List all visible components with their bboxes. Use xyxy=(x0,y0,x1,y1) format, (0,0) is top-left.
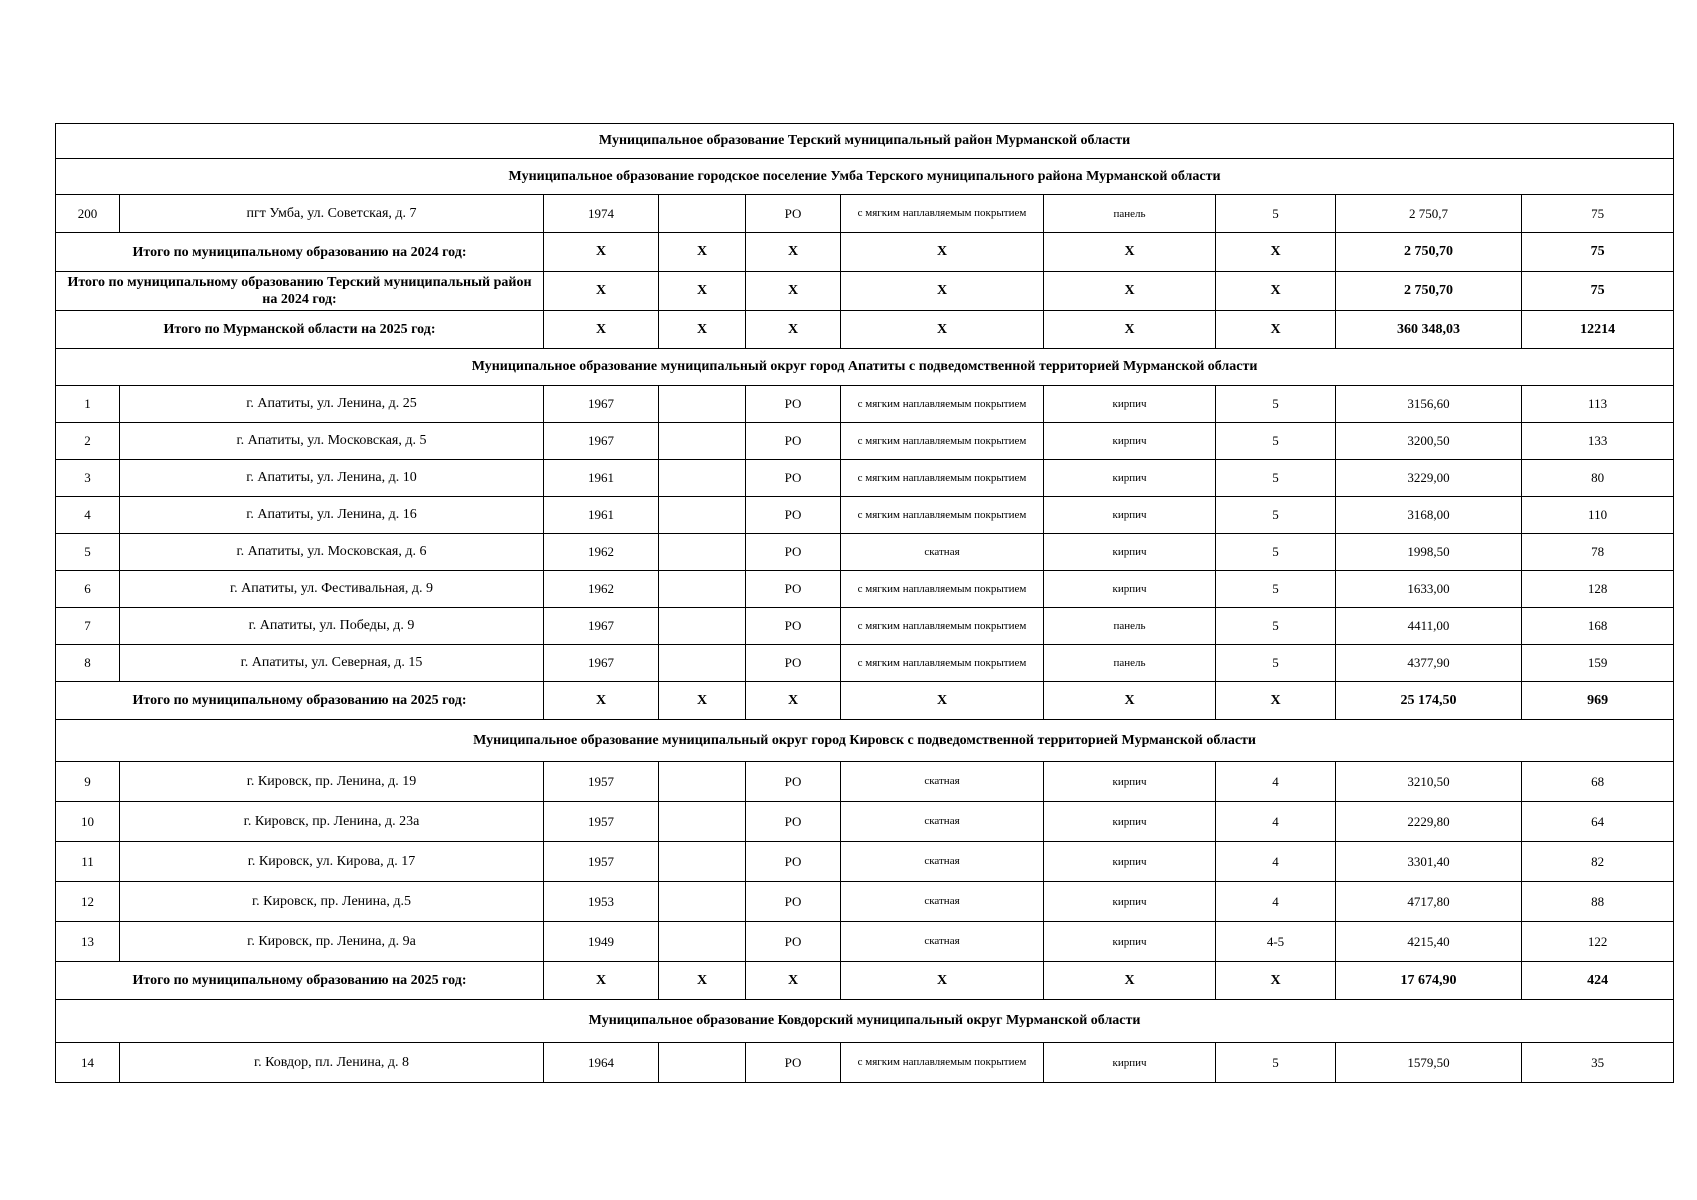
count-cell: 110 xyxy=(1522,497,1674,534)
x-mark: X xyxy=(544,682,659,720)
x-mark: X xyxy=(659,682,746,720)
year-cell: 1961 xyxy=(544,460,659,497)
roof-type-cell: скатная xyxy=(841,922,1044,962)
wall-material-cell: панель xyxy=(1044,195,1216,233)
x-mark: X xyxy=(659,233,746,272)
total-area: 360 348,03 xyxy=(1336,311,1522,349)
area-cell: 2229,80 xyxy=(1336,802,1522,842)
section-header-row xyxy=(56,159,1674,195)
count-cell: 64 xyxy=(1522,802,1674,842)
address-cell: г. Кировск, пр. Ленина, д. 9а xyxy=(120,922,544,962)
table-row xyxy=(56,386,1674,423)
x-mark: X xyxy=(1044,272,1216,311)
x-mark: X xyxy=(544,272,659,311)
roof-type-cell: скатная xyxy=(841,842,1044,882)
row-number: 13 xyxy=(56,922,120,962)
total-count: 75 xyxy=(1522,233,1674,272)
floors-cell: 4 xyxy=(1216,842,1336,882)
total-label: Итого по муниципальному образованию на 2025 год: xyxy=(56,682,544,720)
year-cell: 1967 xyxy=(544,645,659,682)
ro-cell: РО xyxy=(746,842,841,882)
ro-cell: РО xyxy=(746,423,841,460)
row-number: 14 xyxy=(56,1043,120,1083)
count-cell: 133 xyxy=(1522,423,1674,460)
area-cell: 4377,90 xyxy=(1336,645,1522,682)
floors-cell: 5 xyxy=(1216,571,1336,608)
roof-type-cell: с мягким наплавляемым покрытием xyxy=(841,460,1044,497)
x-mark: X xyxy=(746,272,841,311)
ro-cell: РО xyxy=(746,460,841,497)
table-row xyxy=(56,423,1674,460)
x-mark: X xyxy=(1044,682,1216,720)
row-number: 200 xyxy=(56,195,120,233)
roof-type-cell: с мягким наплавляемым покрытием xyxy=(841,1043,1044,1083)
table-row xyxy=(56,762,1674,802)
total-row xyxy=(56,682,1674,720)
wall-material-cell: кирпич xyxy=(1044,534,1216,571)
table-row xyxy=(56,195,1674,233)
year-cell: 1964 xyxy=(544,1043,659,1083)
wall-material-cell: панель xyxy=(1044,645,1216,682)
total-count: 75 xyxy=(1522,272,1674,311)
address-cell: г. Кировск, пр. Ленина, д. 19 xyxy=(120,762,544,802)
wall-material-cell: кирпич xyxy=(1044,802,1216,842)
x-mark: X xyxy=(841,311,1044,349)
extra-cell xyxy=(659,842,746,882)
area-cell: 3168,00 xyxy=(1336,497,1522,534)
row-number: 12 xyxy=(56,882,120,922)
x-mark: X xyxy=(1216,233,1336,272)
ro-cell: РО xyxy=(746,1043,841,1083)
floors-cell: 5 xyxy=(1216,534,1336,571)
extra-cell xyxy=(659,762,746,802)
year-cell: 1974 xyxy=(544,195,659,233)
area-cell: 1579,50 xyxy=(1336,1043,1522,1083)
x-mark: X xyxy=(659,962,746,1000)
count-cell: 88 xyxy=(1522,882,1674,922)
x-mark: X xyxy=(1044,311,1216,349)
table-row xyxy=(56,534,1674,571)
total-row xyxy=(56,311,1674,349)
x-mark: X xyxy=(1216,272,1336,311)
row-number: 5 xyxy=(56,534,120,571)
section-title: Муниципальное образование городское поселение Умба Терского муниципального района Мурманской области xyxy=(56,159,1674,195)
section-title: Муниципальное образование муниципальный округ город Кировск с подведомственной территорией Мурманской области xyxy=(56,720,1674,762)
wall-material-cell: кирпич xyxy=(1044,762,1216,802)
area-cell: 3229,00 xyxy=(1336,460,1522,497)
ro-cell: РО xyxy=(746,571,841,608)
floors-cell: 4 xyxy=(1216,802,1336,842)
year-cell: 1967 xyxy=(544,423,659,460)
area-cell: 3210,50 xyxy=(1336,762,1522,802)
x-mark: X xyxy=(1216,962,1336,1000)
area-cell: 2 750,7 xyxy=(1336,195,1522,233)
ro-cell: РО xyxy=(746,608,841,645)
ro-cell: РО xyxy=(746,762,841,802)
total-row xyxy=(56,272,1674,311)
wall-material-cell: кирпич xyxy=(1044,571,1216,608)
area-cell: 3301,40 xyxy=(1336,842,1522,882)
total-row xyxy=(56,962,1674,1000)
row-number: 3 xyxy=(56,460,120,497)
x-mark: X xyxy=(1044,233,1216,272)
ro-cell: РО xyxy=(746,195,841,233)
address-cell: г. Кировск, пр. Ленина, д. 23а xyxy=(120,802,544,842)
table-row xyxy=(56,460,1674,497)
x-mark: X xyxy=(659,272,746,311)
section-title: Муниципальное образование Ковдорский муниципальный округ Мурманской области xyxy=(56,1000,1674,1043)
extra-cell xyxy=(659,386,746,423)
total-label: Итого по муниципальному образованию на 2025 год: xyxy=(56,962,544,1000)
ro-cell: РО xyxy=(746,802,841,842)
section-header-row xyxy=(56,1000,1674,1043)
year-cell: 1967 xyxy=(544,608,659,645)
area-cell: 3200,50 xyxy=(1336,423,1522,460)
extra-cell xyxy=(659,922,746,962)
x-mark: X xyxy=(746,311,841,349)
row-number: 7 xyxy=(56,608,120,645)
floors-cell: 4-5 xyxy=(1216,922,1336,962)
x-mark: X xyxy=(544,962,659,1000)
table-row xyxy=(56,645,1674,682)
x-mark: X xyxy=(841,272,1044,311)
extra-cell xyxy=(659,1043,746,1083)
year-cell: 1961 xyxy=(544,497,659,534)
section-header-row xyxy=(56,349,1674,386)
year-cell: 1949 xyxy=(544,922,659,962)
ro-cell: РО xyxy=(746,386,841,423)
count-cell: 128 xyxy=(1522,571,1674,608)
floors-cell: 5 xyxy=(1216,423,1336,460)
year-cell: 1957 xyxy=(544,762,659,802)
ro-cell: РО xyxy=(746,497,841,534)
roof-type-cell: с мягким наплавляемым покрытием xyxy=(841,608,1044,645)
table-row xyxy=(56,497,1674,534)
x-mark: X xyxy=(841,682,1044,720)
ro-cell: РО xyxy=(746,645,841,682)
count-cell: 168 xyxy=(1522,608,1674,645)
extra-cell xyxy=(659,571,746,608)
address-cell: г. Апатиты, ул. Московская, д. 5 xyxy=(120,423,544,460)
section-header-row xyxy=(56,720,1674,762)
x-mark: X xyxy=(1044,962,1216,1000)
address-cell: г. Кировск, ул. Кирова, д. 17 xyxy=(120,842,544,882)
count-cell: 159 xyxy=(1522,645,1674,682)
extra-cell xyxy=(659,497,746,534)
ro-cell: РО xyxy=(746,882,841,922)
address-cell: г. Апатиты, ул. Московская, д. 6 xyxy=(120,534,544,571)
total-area: 17 674,90 xyxy=(1336,962,1522,1000)
extra-cell xyxy=(659,460,746,497)
roof-type-cell: скатная xyxy=(841,534,1044,571)
area-cell: 4411,00 xyxy=(1336,608,1522,645)
address-cell: г. Кировск, пр. Ленина, д.5 xyxy=(120,882,544,922)
total-area: 2 750,70 xyxy=(1336,233,1522,272)
row-number: 4 xyxy=(56,497,120,534)
year-cell: 1953 xyxy=(544,882,659,922)
wall-material-cell: кирпич xyxy=(1044,423,1216,460)
roof-type-cell: скатная xyxy=(841,802,1044,842)
x-mark: X xyxy=(544,311,659,349)
section-title: Муниципальное образование Терский муниципальный район Мурманской области xyxy=(56,124,1674,159)
total-label: Итого по муниципальному образованию на 2024 год: xyxy=(56,233,544,272)
wall-material-cell: кирпич xyxy=(1044,922,1216,962)
roof-type-cell: с мягким наплавляемым покрытием xyxy=(841,497,1044,534)
extra-cell xyxy=(659,802,746,842)
address-cell: г. Апатиты, ул. Северная, д. 15 xyxy=(120,645,544,682)
x-mark: X xyxy=(841,233,1044,272)
area-cell: 3156,60 xyxy=(1336,386,1522,423)
table-row xyxy=(56,842,1674,882)
floors-cell: 4 xyxy=(1216,882,1336,922)
floors-cell: 5 xyxy=(1216,608,1336,645)
x-mark: X xyxy=(544,233,659,272)
roof-type-cell: с мягким наплавляемым покрытием xyxy=(841,386,1044,423)
extra-cell xyxy=(659,534,746,571)
floors-cell: 5 xyxy=(1216,1043,1336,1083)
total-count: 969 xyxy=(1522,682,1674,720)
address-cell: г. Апатиты, ул. Ленина, д. 25 xyxy=(120,386,544,423)
total-label: Итого по Мурманской области на 2025 год: xyxy=(56,311,544,349)
x-mark: X xyxy=(746,682,841,720)
roof-type-cell: с мягким наплавляемым покрытием xyxy=(841,571,1044,608)
area-cell: 4215,40 xyxy=(1336,922,1522,962)
table-row xyxy=(56,922,1674,962)
row-number: 6 xyxy=(56,571,120,608)
total-label: Итого по муниципальному образованию Терский муниципальный район на 2024 год: xyxy=(56,272,544,311)
year-cell: 1957 xyxy=(544,802,659,842)
ro-cell: РО xyxy=(746,534,841,571)
wall-material-cell: кирпич xyxy=(1044,460,1216,497)
address-cell: г. Апатиты, ул. Ленина, д. 10 xyxy=(120,460,544,497)
x-mark: X xyxy=(746,962,841,1000)
year-cell: 1962 xyxy=(544,534,659,571)
wall-material-cell: кирпич xyxy=(1044,882,1216,922)
wall-material-cell: кирпич xyxy=(1044,386,1216,423)
row-number: 10 xyxy=(56,802,120,842)
address-cell: г. Апатиты, ул. Ленина, д. 16 xyxy=(120,497,544,534)
count-cell: 75 xyxy=(1522,195,1674,233)
total-row xyxy=(56,233,1674,272)
wall-material-cell: кирпич xyxy=(1044,842,1216,882)
total-area: 2 750,70 xyxy=(1336,272,1522,311)
x-mark: X xyxy=(1216,682,1336,720)
extra-cell xyxy=(659,645,746,682)
count-cell: 35 xyxy=(1522,1043,1674,1083)
count-cell: 80 xyxy=(1522,460,1674,497)
total-count: 12214 xyxy=(1522,311,1674,349)
table-row xyxy=(56,608,1674,645)
floors-cell: 5 xyxy=(1216,645,1336,682)
floors-cell: 5 xyxy=(1216,195,1336,233)
area-cell: 1633,00 xyxy=(1336,571,1522,608)
floors-cell: 4 xyxy=(1216,762,1336,802)
year-cell: 1957 xyxy=(544,842,659,882)
floors-cell: 5 xyxy=(1216,386,1336,423)
count-cell: 68 xyxy=(1522,762,1674,802)
floors-cell: 5 xyxy=(1216,460,1336,497)
x-mark: X xyxy=(1216,311,1336,349)
extra-cell xyxy=(659,195,746,233)
row-number: 9 xyxy=(56,762,120,802)
roof-type-cell: с мягким наплавляемым покрытием xyxy=(841,645,1044,682)
housing-table xyxy=(55,123,1674,1083)
address-cell: г. Апатиты, ул. Фестивальная, д. 9 xyxy=(120,571,544,608)
total-count: 424 xyxy=(1522,962,1674,1000)
address-cell: г. Апатиты, ул. Победы, д. 9 xyxy=(120,608,544,645)
total-area: 25 174,50 xyxy=(1336,682,1522,720)
table-row xyxy=(56,882,1674,922)
table-row xyxy=(56,571,1674,608)
row-number: 1 xyxy=(56,386,120,423)
extra-cell xyxy=(659,423,746,460)
count-cell: 82 xyxy=(1522,842,1674,882)
area-cell: 4717,80 xyxy=(1336,882,1522,922)
address-cell: пгт Умба, ул. Советская, д. 7 xyxy=(120,195,544,233)
row-number: 11 xyxy=(56,842,120,882)
ro-cell: РО xyxy=(746,922,841,962)
section-title: Муниципальное образование муниципальный округ город Апатиты с подведомственной территорией Мурманской области xyxy=(56,349,1674,386)
address-cell: г. Ковдор, пл. Ленина, д. 8 xyxy=(120,1043,544,1083)
roof-type-cell: скатная xyxy=(841,762,1044,802)
table-row xyxy=(56,802,1674,842)
x-mark: X xyxy=(659,311,746,349)
extra-cell xyxy=(659,608,746,645)
row-number: 2 xyxy=(56,423,120,460)
year-cell: 1962 xyxy=(544,571,659,608)
year-cell: 1967 xyxy=(544,386,659,423)
wall-material-cell: панель xyxy=(1044,608,1216,645)
wall-material-cell: кирпич xyxy=(1044,497,1216,534)
wall-material-cell: кирпич xyxy=(1044,1043,1216,1083)
area-cell: 1998,50 xyxy=(1336,534,1522,571)
count-cell: 122 xyxy=(1522,922,1674,962)
count-cell: 78 xyxy=(1522,534,1674,571)
section-header-row xyxy=(56,124,1674,159)
floors-cell: 5 xyxy=(1216,497,1336,534)
roof-type-cell: скатная xyxy=(841,882,1044,922)
count-cell: 113 xyxy=(1522,386,1674,423)
row-number: 8 xyxy=(56,645,120,682)
roof-type-cell: с мягким наплавляемым покрытием xyxy=(841,423,1044,460)
x-mark: X xyxy=(746,233,841,272)
x-mark: X xyxy=(841,962,1044,1000)
extra-cell xyxy=(659,882,746,922)
table-row xyxy=(56,1043,1674,1083)
roof-type-cell: с мягким наплавляемым покрытием xyxy=(841,195,1044,233)
